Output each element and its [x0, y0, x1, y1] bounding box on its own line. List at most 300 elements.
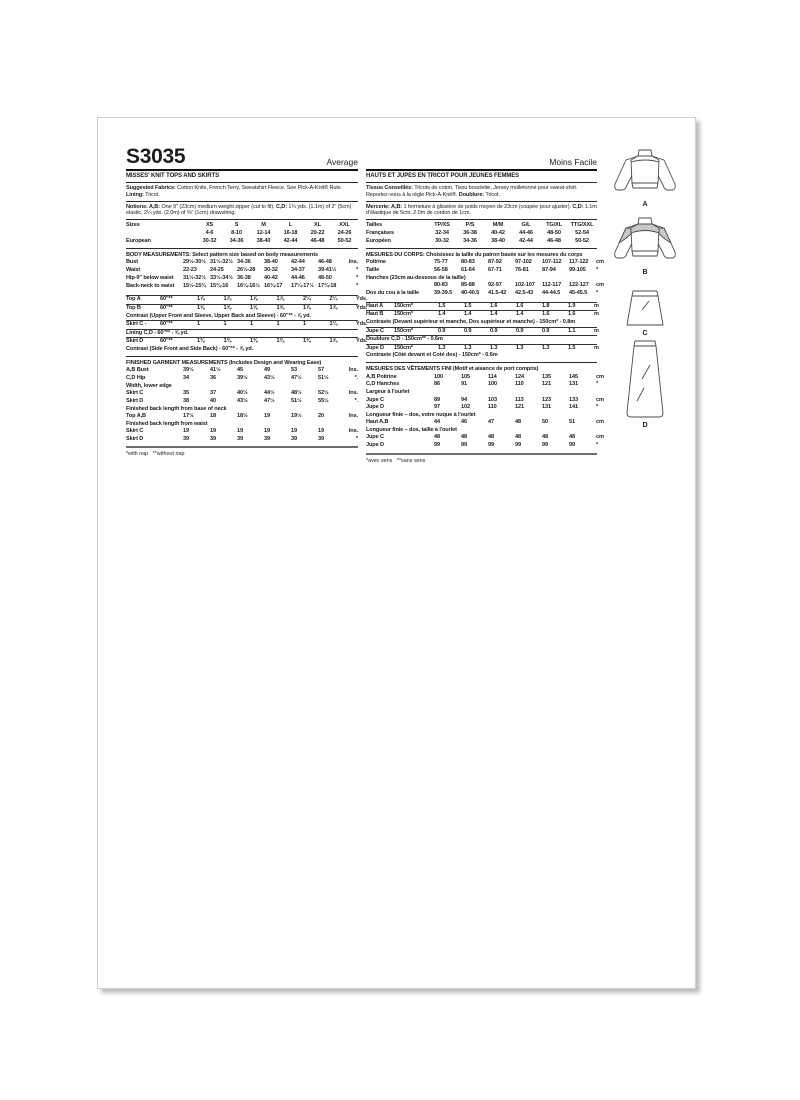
table-row [126, 238, 358, 246]
cell: 105 [461, 373, 470, 380]
cell: 48 [461, 434, 467, 441]
cell: Jupe D [366, 404, 384, 411]
table-row [366, 373, 604, 382]
cell: 99 [569, 442, 575, 449]
cell: 56-58 [434, 267, 448, 274]
table-subheader: Hanches (23cm au-dessous de la taille) [366, 274, 466, 281]
cell: 1.6 [490, 302, 498, 309]
cell: 1⅞ [303, 305, 311, 311]
divider [366, 219, 597, 220]
cell: Jupe C [366, 327, 384, 334]
cell: 99 [461, 442, 467, 449]
cell: 38 [183, 397, 189, 404]
cell: 48 [515, 419, 521, 426]
cell: 52½ [318, 390, 329, 397]
table-row [366, 381, 597, 389]
cell: Yds. [356, 338, 368, 345]
table-row [126, 398, 358, 406]
cell: 1.6 [542, 311, 550, 318]
cell: 15¾-16 [210, 282, 229, 289]
garment-d-skirt-illustration [610, 339, 680, 430]
divider [366, 169, 597, 171]
cell: 19 [264, 428, 270, 435]
table-row [126, 295, 368, 304]
cell: M [261, 222, 266, 229]
cell: 60"** [160, 296, 173, 303]
table-row [126, 337, 368, 346]
table-row [366, 404, 597, 412]
cell: Sizes [126, 222, 140, 229]
cell: G/L [521, 222, 531, 229]
cell: 35 [183, 390, 189, 397]
cell: 107-112 [542, 259, 562, 266]
cell: 75-77 [434, 259, 448, 266]
cell: 43½ [237, 397, 248, 404]
difficulty-rating: Moins Facile [549, 157, 597, 167]
text-line: elastic, 2¼ yds. (2.0m) of ⅜" (1cm) drawstring. [126, 210, 236, 217]
table-row [126, 413, 358, 421]
table-row [126, 275, 358, 283]
cell: 1 [276, 321, 280, 328]
cell: 44-46 [291, 274, 305, 281]
cell: 85-88 [461, 282, 475, 289]
cell: Tailles [366, 222, 383, 229]
cell: 48 [515, 434, 521, 441]
cell: 2¼ [329, 296, 338, 303]
garment-c-label: C [642, 330, 648, 337]
cell: A,B Poitrine [366, 373, 397, 380]
table-header: MESURES DES VÊTEMENTS FINI (Motif et aisance de port compris) [366, 366, 539, 373]
cell: 89 [434, 396, 440, 403]
cell: 0.9 [490, 327, 498, 334]
cell: 131 [542, 404, 551, 411]
table-subheader: Longueur finie – dos, taille à l'ourlet [366, 427, 457, 434]
table-subheader: Width, lower edge [126, 382, 172, 389]
section-title: MISSES' KNIT TOPS AND SKIRTS [126, 172, 219, 179]
cell: 145 [569, 373, 578, 380]
table-row [366, 310, 597, 319]
skirt-d-line-art [622, 339, 668, 421]
cell: Jupe D [366, 344, 384, 351]
cell: 61-64 [461, 267, 475, 274]
cell: 16¼-16½ [237, 282, 260, 289]
cell: 17½ [183, 412, 194, 419]
cell: 16-18 [283, 230, 298, 237]
cell: 150cm* [394, 311, 413, 318]
cell: 1⅝ [329, 338, 338, 345]
table-row [126, 320, 368, 329]
cell: 99 [542, 442, 548, 449]
cell: Skirt D [126, 397, 144, 404]
cell: 41½ [210, 367, 221, 374]
text-line: Suggested Fabrics: Cotton Knits, French Terry, Sweatshirt Fleece. See Pick-A-Knit® Rule. [126, 185, 342, 191]
cell: Bust [126, 259, 138, 266]
cell: Skirt D [126, 435, 144, 442]
table-subheader: Finished back length from base of neck [126, 405, 227, 412]
cell: 17¾-18 [318, 282, 337, 289]
cell: 60"** [160, 321, 173, 328]
divider [126, 219, 358, 220]
cell: 87-94 [542, 267, 556, 274]
cell: 141 [569, 404, 578, 411]
cell: m [594, 311, 599, 318]
cell: 133 [569, 396, 578, 403]
cell: 46 [461, 419, 467, 426]
cell: 122-127 [569, 282, 589, 289]
cell: Skirt D [126, 338, 144, 345]
cell: Back-neck to waist [126, 282, 175, 289]
cell: * [355, 267, 358, 274]
cell: 1⅝ [197, 305, 205, 311]
cell: 60"** [160, 338, 173, 345]
cell: 30-32 [202, 237, 217, 244]
cell: 40-42 [264, 274, 278, 281]
english-column [126, 144, 368, 458]
cell: 1⅞ [197, 296, 205, 303]
cell: 1.3 [516, 344, 524, 351]
cell: Haut B [366, 311, 384, 318]
cell: cm [596, 282, 604, 289]
cell: 124 [515, 373, 524, 380]
cell: 42-44 [283, 237, 298, 244]
cell: 38-40 [264, 259, 278, 266]
table-row [126, 375, 358, 383]
cell: 39 [291, 435, 297, 442]
paragraph [366, 185, 597, 198]
cell: 102 [461, 404, 470, 411]
cell: 110 [488, 404, 497, 411]
cell: Ins. [348, 428, 358, 435]
table-row [366, 230, 597, 238]
cell: * [355, 274, 358, 281]
cell: 1⅝ [223, 305, 232, 311]
cell: cm [596, 373, 604, 380]
cell: 1.4 [516, 311, 524, 318]
mesures-du-corps-table [366, 251, 604, 298]
cell: European [126, 237, 151, 244]
cell: 20-22 [310, 230, 325, 237]
cell: 97 [434, 404, 440, 411]
cell: Jupe C [366, 434, 384, 441]
cell: 2¼ [303, 296, 311, 303]
cell: 22-23 [183, 267, 197, 274]
cell: 32-34 [435, 230, 449, 237]
cell: 36-38 [237, 274, 251, 281]
table-note: Lining C,D - 60"** - ⅝ yd. [126, 329, 358, 337]
pattern-envelope-back-sheet [97, 117, 696, 989]
text-line: Notions: A,B: One 9" (23cm) medium-weight zipper (cut to fit). C,D: 1¼ yds. (1.1m) of 2" (5cm) [126, 203, 352, 210]
cell: 30-32 [435, 237, 449, 244]
cell: 4-6 [205, 230, 214, 237]
cell: 19 [237, 428, 243, 435]
cell: 36 [210, 375, 216, 382]
cell: 34-36 [229, 237, 244, 244]
table-subheader: Finished back length from waist [126, 420, 208, 427]
cell: Skirt C [126, 390, 144, 397]
cell: Skirt C [126, 428, 144, 435]
cell: 1.3 [542, 344, 550, 351]
cell: 1.5 [568, 344, 576, 351]
cell: 36-38 [463, 230, 477, 237]
table-row [366, 259, 604, 267]
text-line: Lining: Tricot. [126, 191, 160, 198]
cell: 1 [250, 321, 253, 328]
cell: 50-52 [337, 237, 352, 244]
table-note: Contraste (Devant supérieur et manche, Dos supérieur et manche) - 150cm* - 0.8m [366, 319, 576, 326]
table-row [126, 283, 358, 291]
cell: 67-71 [488, 267, 502, 274]
cell: 38-40 [256, 237, 271, 244]
cell: 40-40.5 [461, 290, 480, 296]
cell: Yds. [356, 321, 368, 328]
cell: 34 [183, 375, 189, 382]
cell: m [594, 327, 599, 334]
cell: XS [205, 222, 214, 229]
cell: 48½ [291, 390, 302, 397]
table-row [126, 390, 358, 398]
cell: 1.5 [438, 302, 446, 309]
table-row [126, 230, 358, 238]
cell: 94 [461, 396, 467, 403]
cell: 113 [515, 396, 524, 403]
cell: 0.9 [464, 327, 472, 334]
cell: 48-50 [318, 274, 332, 281]
cell: cm [596, 396, 604, 403]
cell: 38-40 [491, 237, 505, 244]
cell: M/M [492, 222, 504, 229]
cell: 76-81 [515, 267, 529, 274]
cell: 31½-32½ [183, 274, 206, 281]
difficulty-rating: Average [326, 157, 358, 167]
cell: Ins. [348, 259, 358, 266]
cell: 1.4 [438, 311, 446, 318]
table-row [366, 327, 597, 336]
cell: 1.9 [568, 302, 576, 309]
cell: 1⅛ [329, 321, 338, 328]
cell: 50 [542, 419, 548, 426]
cell: Ins. [348, 390, 358, 397]
cell: Top A,B [126, 412, 146, 419]
cell: Jupe D [366, 442, 384, 449]
cell: 15½-15¾ [183, 282, 206, 289]
divider [126, 446, 358, 448]
cell: 51½ [291, 397, 302, 404]
cell: 48 [434, 434, 440, 441]
cell: 99 [515, 442, 521, 449]
table-row [366, 302, 597, 311]
french-column [366, 144, 604, 464]
paragraph [366, 204, 597, 217]
cell: 0.9 [542, 327, 550, 334]
cell: 80-83 [461, 259, 475, 266]
cell: 112-117 [542, 282, 562, 289]
cell: 41.5-42 [488, 290, 507, 296]
divider [126, 182, 358, 183]
cell: 99 [434, 442, 440, 449]
garment-b-top-illustration [610, 216, 680, 277]
cell: *. [354, 397, 358, 404]
table-row [366, 419, 604, 427]
cell: 1 [197, 321, 200, 328]
cell: 26½-28 [237, 267, 256, 274]
cell: Françaises [366, 230, 395, 237]
cell: 39-41½ [318, 267, 337, 274]
cell: 19 [264, 412, 270, 419]
cell: 34-36 [463, 237, 477, 244]
cell: L [288, 222, 293, 229]
table-row [126, 222, 358, 230]
cell: 1.1 [568, 327, 576, 334]
cell: Haut A,B [366, 419, 389, 426]
text-line: Tissus Conseillés: Tricots de coton, Tissu bouclette, Jersey molletonné pour sweat-shirt. [366, 185, 578, 191]
cell: Ins. [348, 367, 358, 374]
cell: 16¾-17 [264, 282, 283, 289]
cell: 121 [515, 404, 524, 411]
cell: 99 [488, 442, 494, 449]
top-a-line-art [612, 148, 678, 200]
cell: 121 [542, 381, 551, 388]
masthead [366, 144, 597, 167]
table-row [366, 344, 597, 353]
cell: Top A [126, 296, 141, 303]
cell: 55½ [318, 397, 329, 404]
cell: 42.5-43 [515, 290, 534, 296]
footnote: *with nap **without nap [126, 451, 185, 458]
cell: 44½ [264, 390, 275, 397]
body-measurements-table [126, 251, 358, 290]
cell: 29½-30½ [183, 259, 206, 266]
cell: 1.3 [438, 344, 446, 351]
cell: Dos du cou à la taille [366, 290, 419, 296]
divider [126, 356, 358, 357]
cell: 99-105 [569, 267, 586, 274]
table-note: Contrast (Side Front and Side Back) - 60"** - ⅝ yd. [126, 345, 254, 352]
cell: * [596, 267, 599, 274]
garment-d-label: D [642, 422, 648, 429]
cell: Taille [366, 267, 380, 274]
cell: 34-37 [291, 267, 305, 274]
cell: 51½ [318, 375, 329, 382]
text-line: d'élastique de 5cm, 2.0m de cordon de 1cm. [366, 210, 471, 217]
cell: S [234, 222, 239, 229]
cell: 123 [542, 396, 551, 403]
cell: 19½ [291, 412, 302, 419]
cell: 150cm* [394, 327, 413, 334]
cell: 47½ [291, 375, 302, 382]
cell: 150cm* [394, 302, 413, 309]
divider [366, 182, 597, 183]
cell: 46-48 [310, 237, 325, 244]
cell: 48-50 [547, 230, 561, 237]
divider [366, 362, 597, 363]
cell: 1⅞ [250, 296, 258, 303]
cell: 39 [183, 435, 189, 442]
cell: cm [596, 259, 604, 266]
text-line: Reportez-vous à la règle Pick-A-Knit®. Doublure: Tricot. [366, 191, 500, 198]
table-row [126, 436, 358, 444]
garment-c-skirt-illustration [610, 289, 680, 338]
cell: 60"** [160, 305, 173, 311]
cell: * [355, 282, 358, 289]
cell: 1.3 [464, 344, 472, 351]
cell: * [596, 290, 599, 296]
cell: 43½ [264, 375, 275, 382]
cell: 135 [542, 373, 551, 380]
table-note: Contraste (Côté devant et Coté dos) - 150cm* - 0.6m [366, 352, 498, 359]
cell: 42-44 [519, 237, 533, 244]
cell: 103 [488, 396, 497, 403]
cell: 114 [488, 373, 497, 380]
cell: 44-46 [519, 230, 533, 237]
cell: 1⅞ [223, 296, 232, 303]
cell: 42-44 [291, 259, 305, 266]
cell: Top B [126, 305, 141, 311]
cell: 51 [569, 419, 575, 426]
cell: 39 [264, 435, 270, 442]
cell: cm [596, 434, 604, 441]
cell: 1⅜ [303, 338, 311, 345]
cell: 18 [210, 412, 216, 419]
cell: 39 [237, 435, 243, 442]
cell: 1.6 [568, 311, 576, 318]
cell: 39½ [183, 367, 194, 374]
cell: 1 [223, 321, 227, 328]
cell: 12-14 [256, 230, 271, 237]
cell: 45 [237, 367, 243, 374]
metrage-table [366, 302, 597, 360]
cell: Poitrine [366, 259, 386, 266]
cell: TTG/XXL [570, 222, 594, 229]
cell: 19 [210, 428, 216, 435]
cell: 46-48 [547, 237, 561, 244]
cell: 52-54 [575, 230, 589, 237]
cell: 100 [488, 381, 497, 388]
cell: 0.9 [516, 327, 524, 334]
cell: 44 [434, 419, 440, 426]
paragraph [126, 204, 358, 217]
cell: 0.9 [438, 327, 446, 334]
cell: TP/XS [434, 222, 450, 229]
table-row [366, 267, 597, 275]
size-table-fr [366, 222, 597, 245]
table-subheader: Largeur à l'ourlet [366, 389, 410, 396]
cell: 1.4 [464, 311, 472, 318]
cell: 92-97 [488, 282, 502, 289]
table-header: FINISHED GARMENT MEASUREMENTS (Includes Design and Wearing Ease) [126, 359, 322, 366]
cell: 1⅞ [276, 296, 285, 303]
cell: Skirt C - [126, 321, 147, 328]
table-header: BODY MEASUREMENTS: Select pattern size based on body measurements [126, 251, 318, 258]
cell: 24-25 [210, 267, 224, 274]
cell: 30-32 [264, 267, 278, 274]
cell: 24-26 [337, 230, 352, 237]
cell: XXL [339, 222, 350, 229]
cell: 1⅜ [250, 338, 258, 345]
cell: C,D Hanches [366, 381, 400, 388]
cell: 39½ [237, 375, 248, 382]
cell: 8-10 [231, 230, 242, 237]
cell: 1.5 [464, 302, 472, 309]
cell: 47½ [264, 397, 275, 404]
cell: * [355, 435, 358, 442]
text-line: Mercerie: A,B: 1 fermeture à glissière de poids moyen de 23cm (coupée pour ajuster). C,D: 1.1m [366, 203, 597, 210]
cell: Waist [126, 267, 141, 274]
cell: 97-102 [515, 259, 532, 266]
cell: A,B Bust [126, 367, 149, 374]
cell: 19 [183, 428, 189, 435]
table-note: Contrast (Upper Front and Sleeve, Upper Back and Sleeve) - 60"** - ⅞ yd. [126, 312, 311, 319]
cell: 40½ [237, 390, 248, 397]
